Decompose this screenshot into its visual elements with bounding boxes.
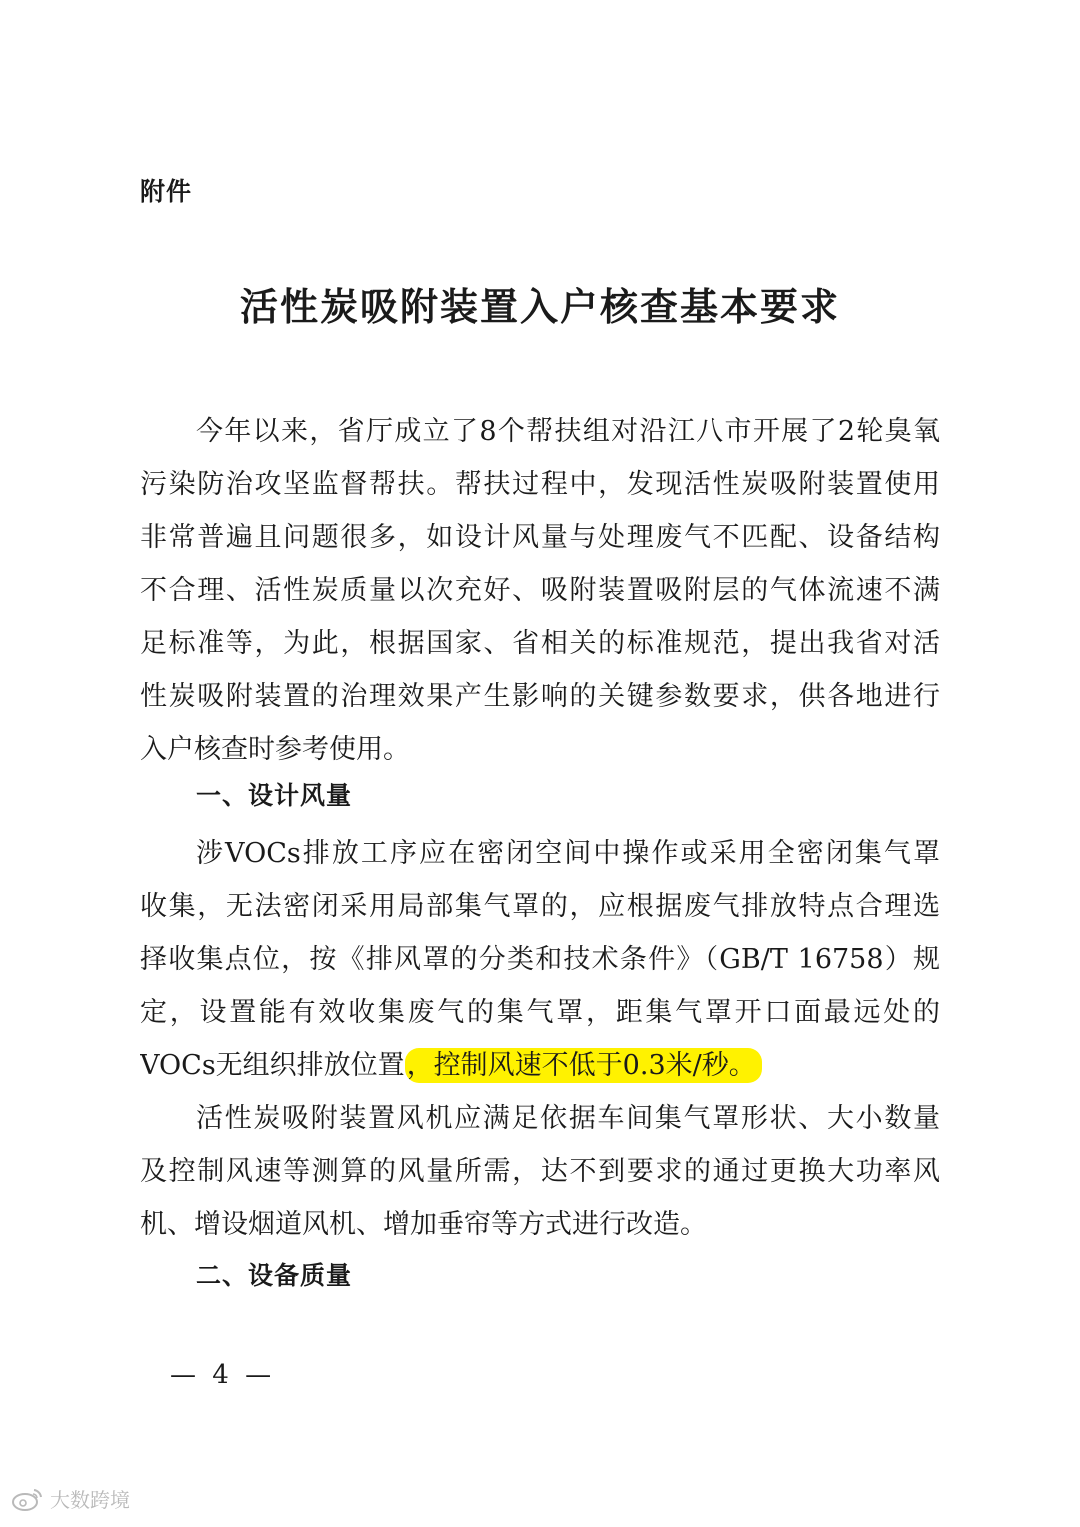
section-heading-equipment-quality: 二、设备质量: [196, 1261, 353, 1290]
intro-line-4: 不合理、活性炭质量以次充好、吸附装置吸附层的气体流速不满: [140, 575, 940, 606]
weibo-logo-icon: [10, 1486, 46, 1512]
intro-line-6: 性炭吸附装置的治理效果产生影响的关键参数要求，供各地进行: [140, 681, 940, 712]
intro-line-5: 足标准等，为此，根据国家、省相关的标准规范，提出我省对活: [140, 628, 940, 659]
attachment-label: 附件: [140, 177, 193, 206]
intro-line-3: 非常普遍且问题很多，如设计风量与处理废气不匹配、设备结构: [140, 522, 940, 553]
document-title: 活性炭吸附装置入户核查基本要求: [239, 284, 840, 329]
watermark-text: 大数跨境: [50, 1488, 130, 1512]
page-number: — 4 —: [170, 1360, 276, 1390]
intro-line-7: 入户核查时参考使用。: [140, 734, 410, 765]
intro-line-1: 今年以来，省厅成立了8个帮扶组对沿江八市开展了2轮臭氧: [196, 416, 940, 447]
section1-p1-line-1: 涉VOCs排放工序应在密闭空间中操作或采用全密闭集气罩: [196, 838, 940, 869]
section1-p1-line-5: [140, 1041, 940, 1091]
watermark: [10, 1484, 130, 1513]
section1-p1-line-3: 择收集点位，按《排风罩的分类和技术条件》（GB/T 16758）规: [140, 944, 940, 975]
intro-line-2: 污染防治攻坚监督帮扶。帮扶过程中，发现活性炭吸附装置使用: [140, 469, 940, 500]
section1-p1-line-5-plain: VOCs无组织排放位置: [140, 1050, 405, 1081]
highlighted-wind-speed-requirement: ，控制风速不低于0.3米/秒。: [405, 1048, 762, 1083]
section1-p1-line-2: 收集，无法密闭采用局部集气罩的，应根据废气排放特点合理选: [140, 891, 940, 922]
section-heading-design-airflow: 一、设计风量: [196, 781, 353, 810]
section1-p1-line-4: 定，设置能有效收集废气的集气罩，距集气罩开口面最远处的: [140, 997, 940, 1028]
section1-p2-line-2: 及控制风速等测算的风量所需，达不到要求的通过更换大功率风: [140, 1156, 940, 1187]
section1-p2-line-3: 机、增设烟道风机、增加垂帘等方式进行改造。: [140, 1209, 707, 1240]
section1-p2-line-1: 活性炭吸附装置风机应满足依据车间集气罩形状、大小数量: [196, 1103, 940, 1134]
